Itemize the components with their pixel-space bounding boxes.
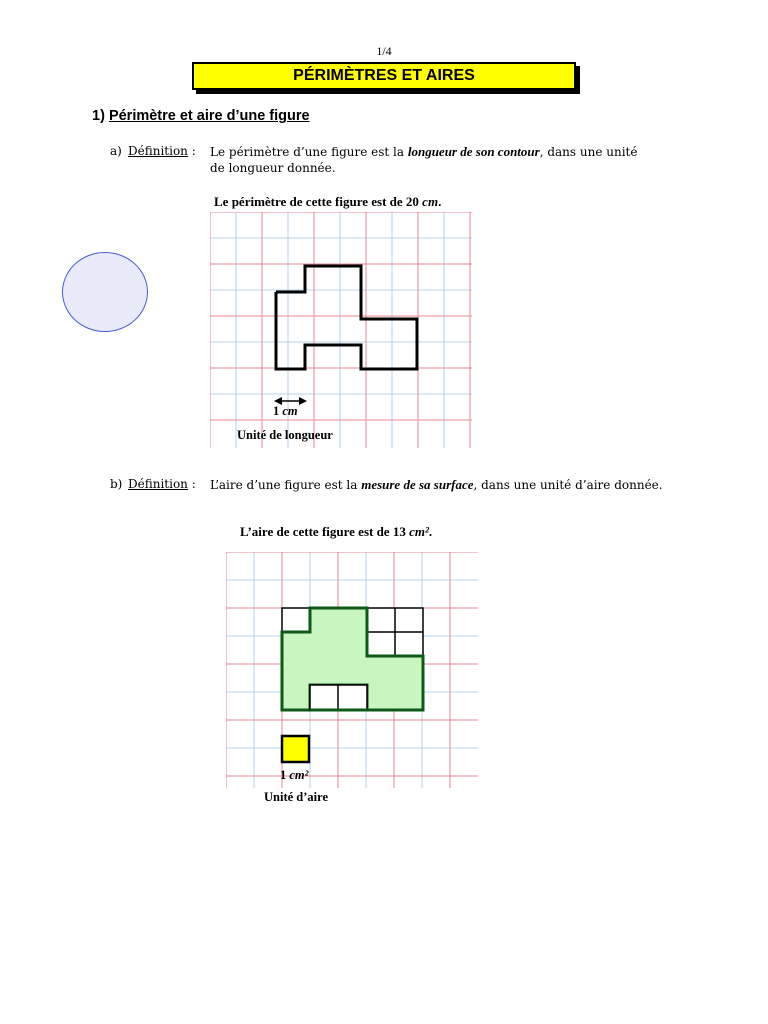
definition-b-emphasis: mesure de sa surface	[361, 477, 474, 492]
figure1-caption-unit: cm	[422, 194, 439, 209]
definition-a-line2: de longueur donnée.	[210, 161, 336, 175]
perimeter-figure	[210, 212, 478, 452]
definition-a-text	[210, 143, 690, 161]
section-number: 1)	[92, 108, 105, 124]
definition-a-colon: :	[191, 144, 196, 158]
page-number: 1/4	[376, 44, 392, 58]
definition-b-label-wrap	[128, 476, 196, 493]
definition-a-label: Définition	[128, 144, 188, 158]
definition-b-text-after: , dans une unité d’aire donnée.	[473, 478, 663, 492]
definition-a-emphasis: longueur de son contour	[407, 144, 540, 159]
unit-length-caption: Unité de longueur	[237, 428, 333, 442]
section-heading	[92, 108, 310, 124]
definition-b-text-before: L’aire d’une figure est la	[210, 478, 358, 492]
figure1-caption	[214, 194, 441, 210]
figure1-caption-end: .	[438, 194, 442, 209]
figure2-caption-prefix: L’aire de cette figure est de	[240, 524, 390, 539]
figure2-caption-unit: cm²	[409, 524, 429, 539]
figure2-caption	[240, 524, 432, 540]
empty-cell	[282, 608, 310, 632]
title-box	[192, 62, 576, 90]
definition-b-label: Définition	[128, 477, 188, 491]
definition-b-colon: :	[191, 477, 196, 491]
unit-area-square	[282, 736, 309, 762]
unit-area-label: 1 cm²	[280, 768, 309, 782]
definition-a-letter: a)	[110, 144, 122, 158]
definition-a-text-before: Le périmètre d’une figure est la	[210, 145, 405, 159]
definition-a-text-after: , dans une unité	[539, 145, 638, 159]
figure1-caption-value: 20	[405, 194, 419, 209]
unit-area-caption: Unité d’aire	[264, 790, 328, 804]
decorative-circle	[62, 252, 148, 332]
page-title: PÉRIMÈTRES ET AIRES	[293, 67, 475, 84]
definition-b-letter: b)	[110, 477, 123, 491]
grid-perimeter	[210, 212, 472, 448]
section-title: Périmètre et aire d’une figure	[108, 108, 310, 124]
unit-length-label: 1 cm	[273, 404, 298, 418]
definition-b-text	[210, 476, 710, 494]
area-figure	[226, 552, 482, 807]
figure2-caption-end: .	[428, 524, 433, 539]
figure2-caption-value: 13	[392, 524, 406, 539]
definition-a-label-wrap	[128, 143, 196, 160]
perimeter-contour	[276, 266, 417, 369]
figure1-caption-prefix: Le périmètre de cette figure est de	[214, 194, 403, 209]
